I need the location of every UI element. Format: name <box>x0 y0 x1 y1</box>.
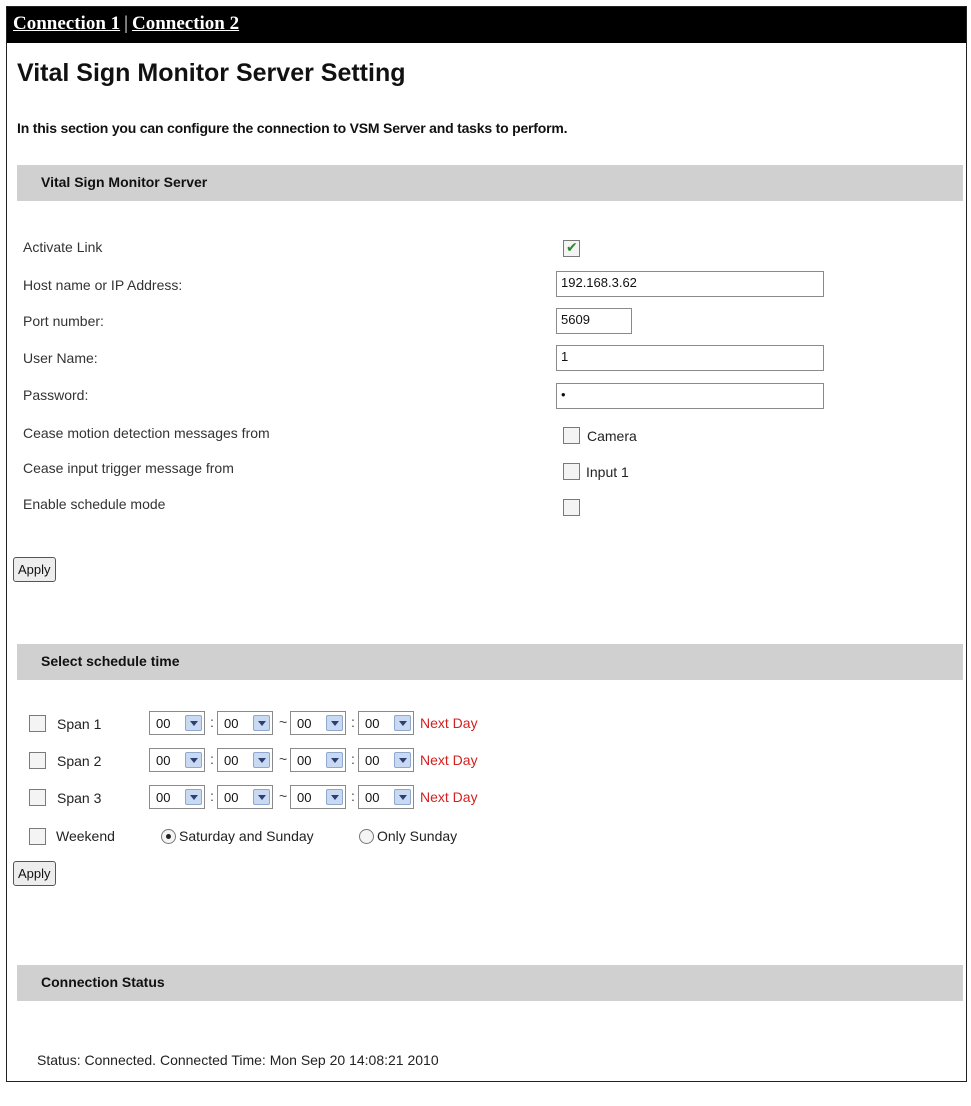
host-label: Host name or IP Address: <box>23 277 183 293</box>
connection-2-link[interactable]: Connection 2 <box>131 13 240 34</box>
select-value: 00 <box>297 716 312 731</box>
server-section-header: Vital Sign Monitor Server <box>17 165 963 201</box>
select-value: 00 <box>365 716 380 731</box>
connection-nav <box>7 7 966 43</box>
chevron-down-icon <box>326 789 343 805</box>
select-value: 00 <box>365 753 380 768</box>
port-input[interactable]: 5609 <box>556 308 632 334</box>
span-2-checkbox[interactable] <box>29 752 46 769</box>
span-1-start-minute-select[interactable] <box>217 711 273 735</box>
chevron-down-icon <box>253 752 270 768</box>
span-1-next-day-label: Next Day <box>420 715 478 731</box>
chevron-down-icon <box>394 752 411 768</box>
span-3-end-minute-select[interactable] <box>358 785 414 809</box>
span-3-end-hour-select[interactable] <box>290 785 346 809</box>
cease-input-1-label: Input 1 <box>586 464 629 480</box>
activate-link-label: Activate Link <box>23 239 103 255</box>
tilde-separator: ~ <box>279 788 288 804</box>
schedule-mode-checkbox[interactable] <box>563 499 580 516</box>
span-1-label: Span 1 <box>57 716 102 732</box>
page-intro: In this section you can configure the connection to VSM Server and tasks to perform. <box>17 120 568 136</box>
chevron-down-icon <box>394 789 411 805</box>
cease-motion-camera-label: Camera <box>587 428 637 444</box>
colon-separator: : <box>210 788 214 804</box>
saturday-and-sunday-radio[interactable] <box>161 829 176 844</box>
chevron-down-icon <box>185 752 202 768</box>
span-3-checkbox[interactable] <box>29 789 46 806</box>
tilde-separator: ~ <box>279 714 288 730</box>
connection-status-text: Status: Connected. Connected Time: Mon Sep 20 14:08:21 2010 <box>37 1052 439 1068</box>
select-value: 00 <box>224 716 239 731</box>
span-3-start-minute-select[interactable] <box>217 785 273 809</box>
span-2-start-hour-select[interactable] <box>149 748 205 772</box>
colon-separator: : <box>210 751 214 767</box>
colon-separator: : <box>351 788 355 804</box>
colon-separator: : <box>351 714 355 730</box>
select-value: 00 <box>297 790 312 805</box>
span-2-end-hour-select[interactable] <box>290 748 346 772</box>
page-frame <box>6 6 967 1082</box>
span-3-start-hour-select[interactable] <box>149 785 205 809</box>
cease-input-1-checkbox[interactable] <box>563 463 580 480</box>
span-2-start-minute-select[interactable] <box>217 748 273 772</box>
span-3-next-day-label: Next Day <box>420 789 478 805</box>
chevron-down-icon <box>326 715 343 731</box>
status-section-header: Connection Status <box>17 965 963 1001</box>
span-1-checkbox[interactable] <box>29 715 46 732</box>
only-sunday-label: Only Sunday <box>377 828 458 844</box>
colon-separator: : <box>210 714 214 730</box>
weekend-label: Weekend <box>56 828 115 844</box>
select-value: 00 <box>365 790 380 805</box>
tilde-separator: ~ <box>279 751 288 767</box>
schedule-apply-button[interactable]: Apply <box>13 861 56 886</box>
span-3-label: Span 3 <box>57 790 102 806</box>
chevron-down-icon <box>326 752 343 768</box>
port-label: Port number: <box>23 313 104 329</box>
select-value: 00 <box>156 753 171 768</box>
colon-separator: : <box>351 751 355 767</box>
span-2-label: Span 2 <box>57 753 102 769</box>
username-label: User Name: <box>23 350 98 366</box>
select-value: 00 <box>224 753 239 768</box>
chevron-down-icon <box>185 715 202 731</box>
only-sunday-radio[interactable] <box>359 829 374 844</box>
saturday-and-sunday-label: Saturday and Sunday <box>179 828 314 844</box>
chevron-down-icon <box>185 789 202 805</box>
schedule-mode-label: Enable schedule mode <box>23 496 166 512</box>
cease-input-label: Cease input trigger message from <box>23 460 234 476</box>
weekend-checkbox[interactable] <box>29 828 46 845</box>
select-value: 00 <box>297 753 312 768</box>
chevron-down-icon <box>394 715 411 731</box>
span-1-start-hour-select[interactable] <box>149 711 205 735</box>
server-apply-button[interactable]: Apply <box>13 557 56 582</box>
span-2-end-minute-select[interactable] <box>358 748 414 772</box>
chevron-down-icon <box>253 789 270 805</box>
select-value: 00 <box>224 790 239 805</box>
nav-separator: | <box>124 13 128 34</box>
select-value: 00 <box>156 716 171 731</box>
username-input[interactable]: 1 <box>556 345 824 371</box>
activate-link-checkbox[interactable] <box>563 240 580 257</box>
page-title: Vital Sign Monitor Server Setting <box>17 59 406 87</box>
span-2-next-day-label: Next Day <box>420 752 478 768</box>
select-value: 00 <box>156 790 171 805</box>
cease-motion-label: Cease motion detection messages from <box>23 425 270 441</box>
span-1-end-hour-select[interactable] <box>290 711 346 735</box>
cease-motion-camera-checkbox[interactable] <box>563 427 580 444</box>
chevron-down-icon <box>253 715 270 731</box>
schedule-section-header: Select schedule time <box>17 644 963 680</box>
password-label: Password: <box>23 387 89 403</box>
password-input[interactable]: • <box>556 383 824 409</box>
span-1-end-minute-select[interactable] <box>358 711 414 735</box>
host-input[interactable]: 192.168.3.62 <box>556 271 824 297</box>
connection-1-link[interactable]: Connection 1 <box>13 13 121 34</box>
